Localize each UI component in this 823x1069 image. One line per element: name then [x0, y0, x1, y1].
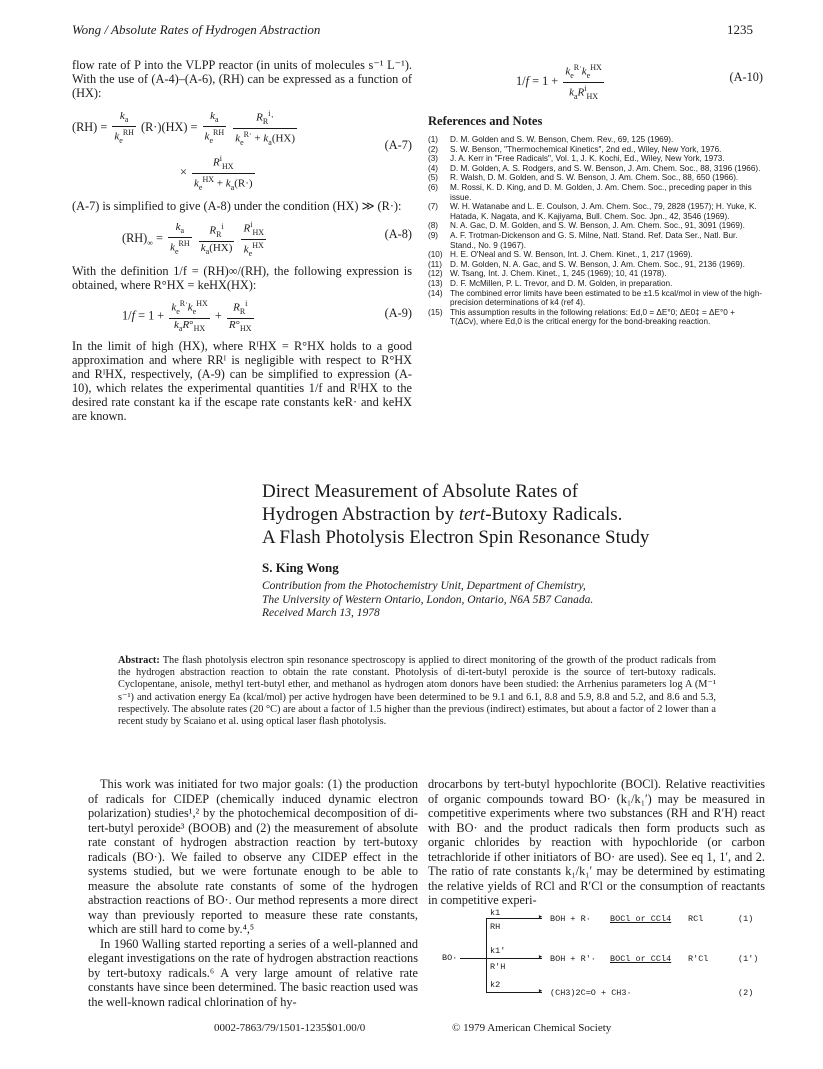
- reference-text: D. M. Golden, N. A. Gac, and S. W. Benson, J. Am. Chem. Soc., 91, 2136 (1969).: [450, 259, 745, 269]
- appendix-paragraph-4: In the limit of high (HX), where RᴵHX = R°HX holds to a good approximation and where RRᴵ is negligible with respect to R°HX and RᴵHX, respectively, (A-9) can be simplified to expression (A-10), which relates the experimental quantities 1/f and RᴵHX to the desired rate constant ka if the escape rate constants keR· and keHX are known.: [72, 339, 412, 424]
- title-line-2: Hydrogen Abstraction by tert-Butoxy Radicals.: [262, 504, 623, 525]
- reference-text: A. F. Trotman-Dickenson and G. S. Milne, Natl. Stand. Ref. Data Ser., Natl. Bur. Stand., No. 9 (1967).: [450, 230, 738, 250]
- scheme-reagent-1: BOCl or CCl4: [610, 914, 672, 924]
- received-date: Received March 13, 1978: [262, 607, 380, 619]
- abstract-label: Abstract:: [118, 655, 160, 666]
- scheme-product-2: BOH + R′·: [550, 954, 596, 964]
- reaction-scheme: BO· ▸ k1 RH BOH + R· BOCl or CCl4 RCl (1) ▸ k1′ R′H BOH + R′· BOCl or CCl4 R′Cl (1′) ▸ k2 (CH3)2C=O + CH3· (2): [442, 908, 759, 998]
- article-title: [262, 480, 762, 549]
- equation-a8: $(RH)_\infty$ = $\frac{k_a}{k_e^{RH}}$ $\frac{R_R^i}{k_a(HX)}$ $\frac{R^i_{HX}}{k_e^{HX}}$ (A-8): [122, 220, 412, 259]
- scheme-product-3: (CH3)2C=O + CH3·: [550, 988, 632, 998]
- reference-number: (6): [428, 182, 439, 192]
- reference-number: (4): [428, 163, 439, 173]
- title-line-3: A Flash Photolysis Electron Spin Resonance Study: [262, 527, 650, 548]
- scheme-reagent-2: BOCl or CCl4: [610, 954, 672, 964]
- reference-item: [428, 183, 763, 202]
- reference-number: (8): [428, 221, 439, 231]
- reference-text: W. Tsang, Int. J. Chem. Kinet., 1, 245 (1969); 10, 41 (1978).: [450, 269, 667, 279]
- body-paragraph-3: drocarbons by tert-butyl hypochlorite (BOCl). Relative reactivities of organic compounds toward BO· (k₁/k₁′) may be measured in competitive experiments where two substances (RH and R′H) react with BO· and the product radicals then form products such as organic chlorides by reaction with hypochloride (or carbon tetrachloride if other initiators of BO· are used). See eq 1, 1′, and 2. The ratio of rate constants k₁/k₁′ may be determined by estimating the relative yields of RCl and R′Cl or the consumption of reactants in competitive experi-: [428, 777, 765, 907]
- reference-text: This assumption results in the following relations: Ed,0 = ΔE°0; ΔE0‡ = ΔE°0 + T(ΔCv), where Ed,0 is the critical energy for the bond-breaking reaction.: [450, 307, 735, 327]
- reference-item: [428, 260, 763, 270]
- reference-text: W. H. Watanabe and L. E. Coulson, J. Am. Chem. Soc., 79, 2828 (1957); H. Yuke, K. Hatada, K. Nagata, and K. Kajiyama, Bull. Chem. Soc. Jpn., 42, 3546 (1969).: [450, 202, 757, 221]
- reference-item: [428, 231, 763, 250]
- appendix-paragraph-2: (A-7) is simplified to give (A-8) under the condition (HX) ≫ (R·):: [72, 199, 402, 214]
- affiliation: Contribution from the Photochemistry Unit, Department of Chemistry, The University of Western Ontario, London, Ontario, N6A 5B7 Canada. Received March 13, 1978: [262, 580, 762, 621]
- reference-number: (11): [428, 259, 442, 269]
- eq-a10-number: (A-10): [729, 70, 763, 84]
- abstract-text: The flash photolysis electron spin resonance spectroscopy is applied to direct monitoring of the growth of the product radicals from the hydrogen abstraction reaction to obtain the rate constant. Photolysis of di-tert-butyl peroxide is the source of tert-butoxy radicals. Cyclopentane, anisole, methyl tert-butyl ether, and methanol as hydrogen atom donors have been studied: the Arrhenius parameters log A (M⁻¹ s⁻¹) and activation energy Ea (kcal/mol) per active hydrogen have been determined to be 9.1 and 6.1, 8.8 and 5.9, 8.8 and 5.2, and 8.6 and 5.3, respectively. The absolute rates (20 °C) are about a factor of 1.5 higher than the previous (indirect) estimates, but about a factor of 2 lower than a recent study by Scaiano et al. using optical laser flash photolysis.: [118, 655, 717, 728]
- eq-a7-number: (A-7): [384, 138, 412, 152]
- reference-number: (14): [428, 288, 443, 298]
- scheme-end-1: RCl: [688, 914, 704, 924]
- reference-item: [428, 221, 763, 231]
- scheme-rph: R′H: [490, 962, 506, 972]
- scheme-reactant: BO·: [442, 953, 458, 963]
- reference-item: [428, 289, 763, 308]
- references-list: [428, 135, 763, 327]
- body-right-column: [428, 777, 765, 908]
- body-left-column: [88, 777, 418, 1009]
- reference-number: (7): [428, 202, 439, 212]
- equation-a7: (RH) = $\frac{k_a}{k_e^{RH}}$ (R·)(HX) = $\frac{k_a}{k_e^{RH}}$ $\frac{R_R^i\cdot}{k_e^{R\cdot} + k_a(HX)}$ × $\frac{R^i_{HX}}{k_e^{HX} + k_a(R\cdot)}$ (A-7): [72, 109, 412, 192]
- appendix-paragraph-1: flow rate of P into the VLPP reactor (in units of molecules s⁻¹ L⁻¹). With the use of (A-4)–(A-6), (RH) can be expressed as a function of (HX):: [72, 58, 412, 100]
- reference-number: (13): [428, 278, 443, 288]
- reference-item: [428, 164, 763, 174]
- reference-item: [428, 135, 763, 145]
- body-paragraph-2: In 1960 Walling started reporting a series of a well-planned and elegant investigations on the rate of hydrogen abstraction reactions by tert-butoxy radicals.⁶ A very large amount of relative rate constants have since been determined. The basic reaction used was the well-known radical chlorination of hy-: [88, 936, 418, 1009]
- scheme-k1-prime: k1′: [490, 946, 506, 956]
- scheme-k1: k1: [490, 908, 501, 918]
- reference-item: [428, 308, 763, 327]
- reference-item: [428, 145, 763, 155]
- reference-item: [428, 173, 763, 183]
- reference-item: [428, 154, 763, 164]
- appendix-left-column: [72, 58, 412, 423]
- reference-text: D. M. Golden, A. S. Rodgers, and S. W. Benson, J. Am. Chem. Soc., 88, 3196 (1966).: [450, 163, 761, 173]
- reference-text: M. Rossi, K. D. King, and D. M. Golden, J. Am. Chem. Soc., preceding paper in this issue.: [450, 182, 752, 202]
- equation-a9: 1/f = 1 + $\frac{k_e^{R\cdot}k_e^{HX}}{k_aR^\circ_{HX}}$ + $\frac{R_R^i}{R^\circ_{HX}}$ (A-9): [122, 299, 412, 334]
- reference-item: [428, 269, 763, 279]
- eq-a7-lhs: (RH) =: [72, 120, 111, 135]
- reference-number: (3): [428, 154, 439, 164]
- eq-a9-number: (A-9): [384, 306, 412, 321]
- scheme-k2: k2: [490, 980, 501, 990]
- scheme-product-1: BOH + R·: [550, 914, 591, 924]
- scheme-eq-2: (2): [738, 988, 754, 998]
- reference-number: (12): [428, 269, 443, 279]
- reference-text: D. F. McMillen, P. L. Trevor, and D. M. Golden, in preparation.: [450, 278, 673, 288]
- abstract: [118, 655, 716, 728]
- appendix-right-column: [428, 58, 763, 327]
- reference-number: (10): [428, 250, 443, 260]
- reference-text: S. W. Benson, "Thermochemical Kinetics", 2nd ed., Wiley, New York, 1976.: [450, 144, 722, 154]
- scheme-end-2: R′Cl: [688, 954, 709, 964]
- equation-a10: 1/f = 1 + $\frac{k_e^{R\cdot}k_e^{HX}}{k_aR^i_{HX}}$ (A-10): [516, 63, 763, 101]
- references-heading: References and Notes: [428, 114, 543, 128]
- scheme-rh: RH: [490, 922, 501, 932]
- running-header: Wong / Absolute Rates of Hydrogen Abstraction: [72, 22, 321, 37]
- reference-number: (1): [428, 135, 439, 144]
- reference-number: (5): [428, 173, 439, 183]
- reference-text: J. A. Kerr in "Free Radicals", Vol. 1, J. K. Kochi, Ed., Wiley, New York, 1973.: [450, 154, 725, 164]
- eq-a8-number: (A-8): [384, 227, 412, 242]
- body-paragraph-1: This work was initiated for two major goals: (1) the production of radicals for CIDEP (chemically induced dynamic electron polarization) studies¹,² by the photochemical decomposition of di-tert-butyl peroxide³ (BOOB) and (2) the measurement of absolute rate constant of hydrogen abstraction reaction by tert-butoxy radicals (BO·). We failed to observe any CIDEP effect in the systems studied, but we were fortunate enough to be able to measure the absolute rate constants of some of the hydrogen abstraction reactions of BO·. Our method represents a more direct way than previously reported to measure these rate constants, which are still hard to come by.⁴,⁵: [88, 777, 418, 936]
- reference-item: [428, 250, 763, 260]
- title-line-1: Direct Measurement of Absolute Rates of: [262, 481, 579, 502]
- scheme-eq-1-prime: (1′): [738, 954, 759, 964]
- reference-item: [428, 279, 763, 289]
- footer-code: 0002-7863/79/1501-1235$01.00/0: [214, 1022, 366, 1034]
- page-number: 1235: [727, 22, 753, 37]
- reference-number: (2): [428, 144, 439, 154]
- reference-text: D. M. Golden and S. W. Benson, Chem. Rev., 69, 125 (1969).: [450, 135, 674, 144]
- reference-text: N. A. Gac, D. M. Golden, and S. W. Benson, J. Am. Chem. Soc., 91, 3091 (1969).: [450, 221, 745, 231]
- reference-number: (9): [428, 230, 439, 240]
- reference-item: [428, 202, 763, 221]
- reference-number: (15): [428, 307, 443, 317]
- author-name: S. King Wong: [262, 560, 339, 575]
- reference-text: R. Walsh, D. M. Golden, and S. W. Benson, J. Am. Chem. Soc., 88, 650 (1966).: [450, 173, 739, 183]
- scheme-eq-1: (1): [738, 914, 754, 924]
- reference-text: The combined error limits have been estimated to be ±1.5 kcal/mol in view of the high-precision determinations of k4 (ref 4).: [450, 288, 763, 308]
- reference-text: H. E. O'Neal and S. W. Benson, Int. J. Chem. Kinet., 1, 217 (1969).: [450, 250, 693, 260]
- footer-copyright: © 1979 American Chemical Society: [452, 1022, 612, 1034]
- appendix-paragraph-3: With the definition 1/f = (RH)∞/(RH), the following expression is obtained, where R°HX = keHX(HX):: [72, 264, 412, 293]
